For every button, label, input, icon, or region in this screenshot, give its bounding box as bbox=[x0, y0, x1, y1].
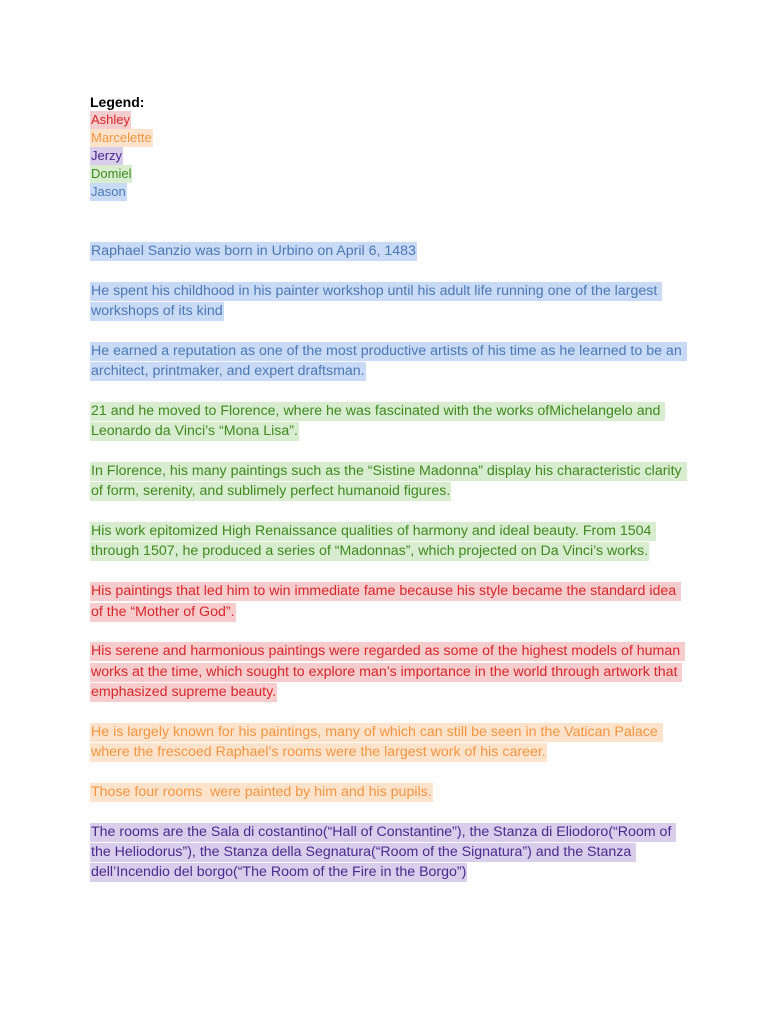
paragraph bbox=[90, 281, 690, 322]
legend-title: Legend: bbox=[90, 94, 145, 110]
paragraph bbox=[90, 241, 690, 261]
paragraph-text: He earned a reputation as one of the most productive artists of his time as he learned to be an architect, printmaker, and expert draftsman. bbox=[91, 342, 686, 380]
legend-item-jason bbox=[90, 183, 690, 201]
legend-item-ashley bbox=[90, 111, 690, 129]
paragraph-text: Raphael Sanzio was born in Urbino on April 6, 1483 bbox=[91, 243, 416, 259]
paragraph-text: Those four rooms were painted by him and his pupils. bbox=[91, 783, 432, 800]
paragraph bbox=[90, 581, 690, 622]
body-paragraphs bbox=[90, 241, 690, 883]
legend-label: Marcelette bbox=[91, 130, 152, 145]
paragraph-text: 21 and he moved to Florence, where he was fascinated with the works ofMichelangelo and Leonardo da Vinci’s “Mona Lisa”. bbox=[91, 402, 665, 440]
legend-label: Jason bbox=[91, 184, 126, 199]
legend-list bbox=[90, 111, 690, 201]
legend-item-marcelette bbox=[90, 129, 690, 147]
paragraph-text: His paintings that led him to win immediate fame because his style became the standard idea of the “Mother of God”. bbox=[91, 583, 681, 620]
legend-label: Domiel bbox=[91, 166, 132, 181]
legend-item-domiel bbox=[90, 165, 690, 183]
legend bbox=[90, 93, 690, 201]
paragraph-text: He spent his childhood in his painter workshop until his adult life running one of the largest workshops of its kind bbox=[91, 282, 662, 320]
paragraph-text: He is largely known for his paintings, many of which can still be seen in the Vatican Palace where the frescoed Raphael’s rooms were the largest work of his career. bbox=[91, 723, 662, 761]
paragraph bbox=[90, 461, 690, 502]
legend-item-jerzy bbox=[90, 147, 690, 165]
paragraph bbox=[90, 782, 690, 802]
legend-label: Ashley bbox=[91, 112, 131, 127]
paragraph-text: The rooms are the Sala di costantino(“Hall of Constantine”), the Stanza di Eliodoro(“Room of the Heliodorus”), the Stanza della Segnatura(“Room of the Signatura”) and the Stanza dell’Incendio del borgo(“The Room of the Fire in the Borgo”) bbox=[91, 823, 676, 881]
paragraph-text: His work epitomized High Renaissance qualities of harmony and ideal beauty. From 1504 through 1507, he produced a series of “Madonnas”, which projected on Da Vinci’s works. bbox=[91, 523, 656, 560]
paragraph bbox=[90, 641, 690, 702]
document-content bbox=[90, 93, 690, 902]
paragraph-text: In Florence, his many paintings such as the “Sistine Madonna” display his characteristic clarity of form, serenity, and sublimely perfect humanoid figures. bbox=[91, 463, 686, 500]
paragraph bbox=[90, 401, 690, 442]
paragraph bbox=[90, 722, 690, 763]
paragraph bbox=[90, 341, 690, 382]
paragraph bbox=[90, 822, 690, 883]
legend-label: Jerzy bbox=[91, 148, 123, 163]
paragraph-text: His serene and harmonious paintings were regarded as some of the highest models of human works at the time, which sought to explore man’s importance in the world through artwork that emphasized supreme beauty. bbox=[91, 643, 685, 700]
paragraph bbox=[90, 521, 690, 562]
